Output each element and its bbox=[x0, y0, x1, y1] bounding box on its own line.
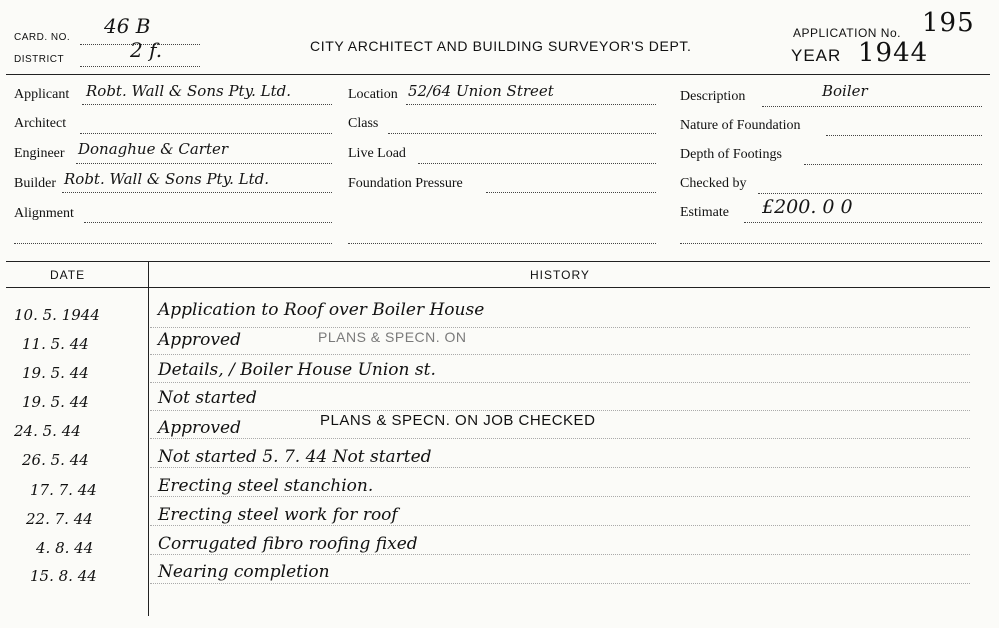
blank-line bbox=[680, 243, 982, 244]
row-rule bbox=[150, 382, 970, 383]
depth-footings-label: Depth of Footings bbox=[680, 147, 782, 162]
row-rule bbox=[150, 354, 970, 355]
checked-by-line bbox=[758, 193, 982, 194]
location-line bbox=[406, 104, 656, 105]
location-label: Location bbox=[348, 87, 398, 102]
district-label: DISTRICT bbox=[14, 54, 65, 65]
card-no-value: 46 B bbox=[104, 14, 151, 38]
row-entry: Nearing completion bbox=[158, 562, 330, 582]
district-line bbox=[80, 66, 200, 67]
row-date: 24. 5. 44 bbox=[14, 422, 81, 440]
row-date: 26. 5. 44 bbox=[22, 451, 89, 469]
builder-value: Robt. Wall & Sons Pty. Ltd. bbox=[64, 170, 269, 188]
alignment-label: Alignment bbox=[14, 206, 74, 221]
row-date: 22. 7. 44 bbox=[26, 510, 93, 528]
card-no-label: CARD. NO. bbox=[14, 32, 71, 43]
applicant-value: Robt. Wall & Sons Pty. Ltd. bbox=[86, 82, 291, 100]
row-date: 4. 8. 44 bbox=[36, 539, 94, 557]
row-date: 11. 5. 44 bbox=[22, 335, 89, 353]
history-column-header: HISTORY bbox=[530, 268, 590, 282]
engineer-value: Donaghue & Carter bbox=[78, 140, 229, 158]
location-value: 52/64 Union Street bbox=[408, 82, 554, 100]
year-value: 1944 bbox=[858, 38, 929, 68]
row-rule bbox=[150, 525, 970, 526]
applicant-label: Applicant bbox=[14, 87, 70, 102]
application-label: APPLICATION No. bbox=[793, 26, 901, 40]
description-line bbox=[762, 106, 982, 107]
row-rule bbox=[150, 496, 970, 497]
row-rule bbox=[150, 583, 970, 584]
foundation-pressure-label: Foundation Pressure bbox=[348, 176, 463, 191]
estimate-line bbox=[744, 222, 982, 223]
description-value: Boiler bbox=[822, 82, 868, 100]
table-header-rule bbox=[6, 287, 990, 288]
architect-label: Architect bbox=[14, 116, 67, 131]
faded-stamp: PLANS & SPECN. ON bbox=[318, 329, 467, 345]
row-date: 10. 5. 1944 bbox=[14, 306, 100, 324]
alignment-line bbox=[84, 222, 332, 223]
live-load-label: Live Load bbox=[348, 146, 406, 161]
foundation-pressure-line bbox=[486, 192, 656, 193]
live-load-line bbox=[418, 163, 656, 164]
row-date: 15. 8. 44 bbox=[30, 567, 97, 585]
description-label: Description bbox=[680, 89, 746, 104]
class-label: Class bbox=[348, 116, 379, 131]
row-entry: Erecting steel work for roof bbox=[158, 505, 398, 525]
blank-line bbox=[348, 243, 656, 244]
nature-foundation-line bbox=[826, 135, 982, 136]
row-rule bbox=[150, 554, 970, 555]
plans-checked-stamp: PLANS & SPECN. ON JOB CHECKED bbox=[320, 412, 596, 429]
row-entry: Not started bbox=[158, 388, 257, 408]
row-entry: Application to Roof over Boiler House bbox=[158, 300, 485, 320]
date-column-header: DATE bbox=[50, 268, 86, 282]
estimate-label: Estimate bbox=[680, 205, 729, 220]
estimate-value: £200. 0 0 bbox=[762, 196, 853, 218]
row-rule bbox=[150, 327, 970, 328]
engineer-line bbox=[76, 163, 332, 164]
class-line bbox=[388, 133, 656, 134]
builder-line bbox=[62, 192, 332, 193]
depth-footings-line bbox=[804, 164, 982, 165]
architect-line bbox=[80, 133, 332, 134]
row-rule bbox=[150, 410, 970, 411]
applicant-line bbox=[82, 104, 332, 105]
row-date: 19. 5. 44 bbox=[22, 393, 89, 411]
row-entry: Approved bbox=[158, 330, 241, 350]
row-entry: Details, / Boiler House Union st. bbox=[158, 360, 436, 380]
nature-foundation-label: Nature of Foundation bbox=[680, 118, 801, 133]
header-rule bbox=[6, 74, 990, 75]
row-entry: Corrugated fibro roofing fixed bbox=[158, 534, 418, 554]
table-column-divider bbox=[148, 262, 149, 616]
district-value: 2 f. bbox=[130, 38, 163, 62]
row-entry: Approved bbox=[158, 418, 241, 438]
row-rule bbox=[150, 467, 970, 468]
engineer-label: Engineer bbox=[14, 146, 65, 161]
builder-label: Builder bbox=[14, 176, 56, 191]
row-entry: Erecting steel stanchion. bbox=[158, 476, 374, 496]
application-number: 195 bbox=[922, 8, 975, 38]
table-top-rule bbox=[6, 261, 990, 262]
row-date: 19. 5. 44 bbox=[22, 364, 89, 382]
year-label: YEAR bbox=[791, 46, 842, 65]
checked-by-label: Checked by bbox=[680, 176, 747, 191]
blank-line bbox=[14, 243, 332, 244]
department-title: CITY ARCHITECT AND BUILDING SURVEYOR'S DEPT. bbox=[310, 38, 692, 54]
row-entry: Not started 5. 7. 44 Not started bbox=[158, 447, 432, 467]
row-date: 17. 7. 44 bbox=[30, 481, 97, 499]
row-rule bbox=[150, 438, 970, 439]
